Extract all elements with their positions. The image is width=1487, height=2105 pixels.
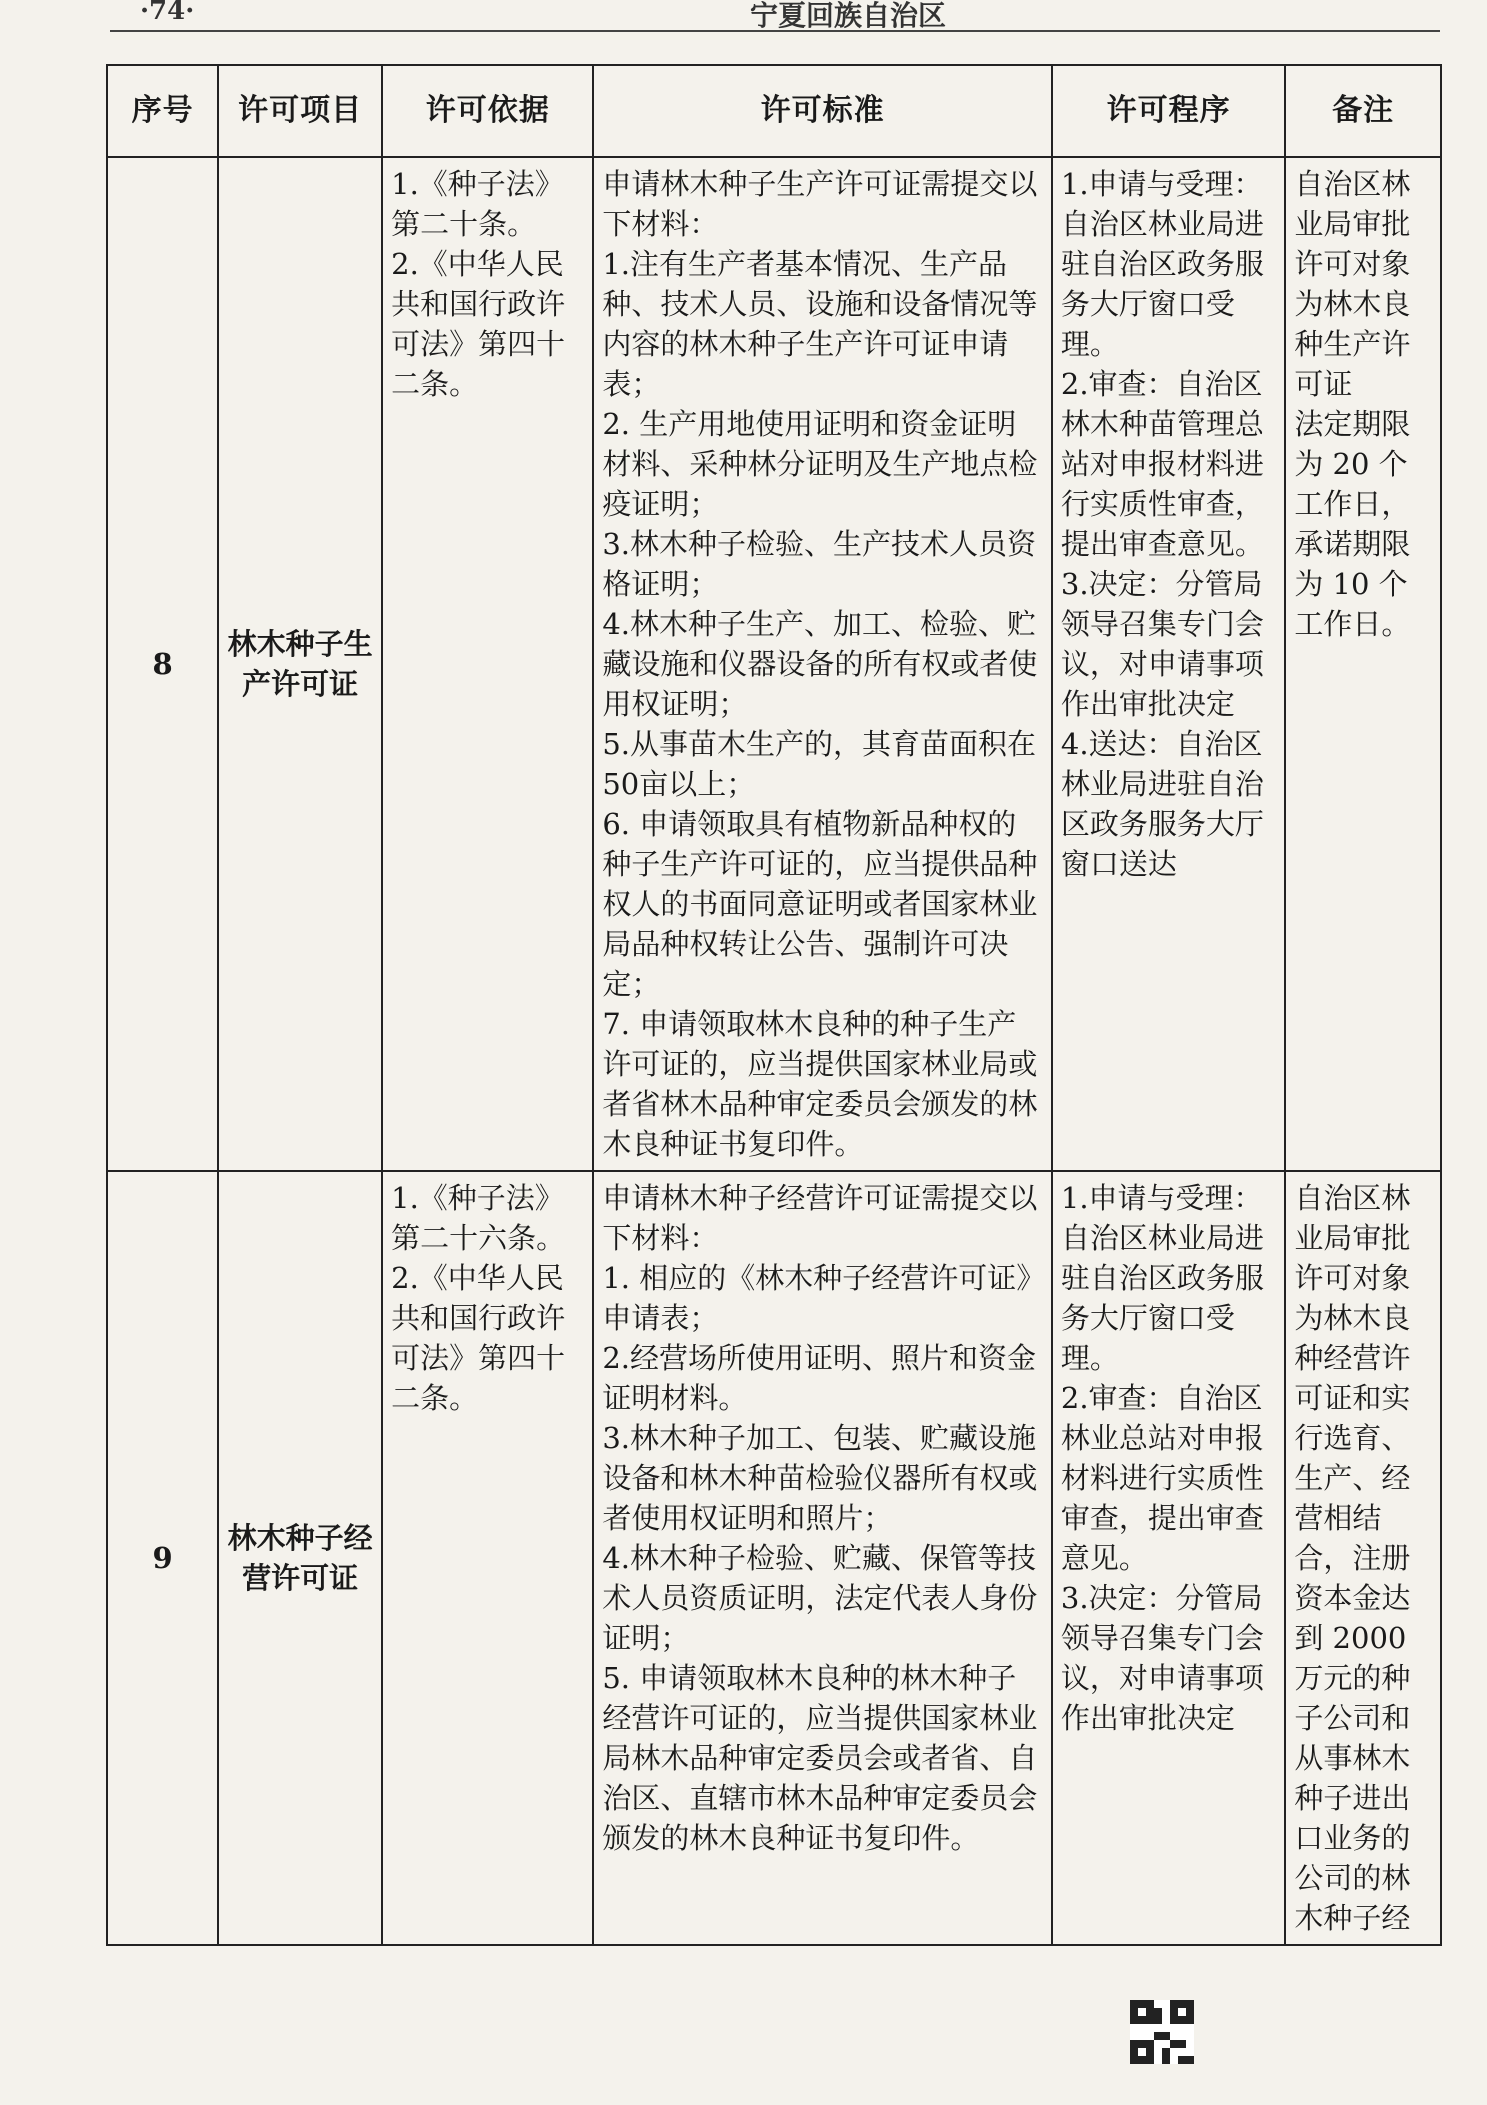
- permit-remarks: [1285, 157, 1441, 1171]
- standard-line: 1.注有生产者基本情况、生产品种、技术人员、设施和设备情况等内容的林木种子生产许可证申请表；: [602, 247, 1038, 401]
- standard-line: 3.林木种子加工、包装、贮藏设施设备和林木种苗检验仪器所有权或者使用权证明和照片；: [602, 1421, 1038, 1535]
- remarks-line: 自治区林业局审批许可对象为林木良种经营许可证和实行选育、生产、经营相结合，注册资本金达到 2000 万元的种子公司和从事林木种子进出口业务的公司的林木种子经: [1294, 1181, 1411, 1935]
- permit-basis: [382, 1171, 593, 1945]
- table-row: [107, 157, 1441, 1171]
- table-header-row: [107, 65, 1441, 157]
- standard-line: 4.林木种子生产、加工、检验、贮藏设施和仪器设备的所有权或者使用权证明；: [602, 607, 1038, 721]
- header-basis: 许可依据: [382, 65, 593, 157]
- permit-item: 林木种子生产许可证: [218, 157, 382, 1171]
- basis-line: 1.《种子法》第二十六条。: [391, 1181, 566, 1255]
- page-header: [110, 0, 1440, 32]
- permit-table: [106, 64, 1442, 1946]
- table-row: [107, 1171, 1441, 1945]
- row-number: 8: [107, 157, 218, 1171]
- permit-procedure: [1052, 157, 1285, 1171]
- standard-line: 申请林木种子生产许可证需提交以下材料：: [602, 167, 1038, 241]
- permit-remarks: [1285, 1171, 1441, 1945]
- header-no: 序号: [107, 65, 218, 157]
- basis-line: 2.《中华人民共和国行政许可法》第四十二条。: [391, 247, 566, 401]
- procedure-line: 2.审查：自治区林业总站对申报材料进行实质性审查，提出审查意见。: [1060, 1381, 1264, 1575]
- standard-line: 7. 申请领取林木良种的种子生产许可证的，应当提供国家林业局或者省林木品种审定委员会颁发的林木良种证书复印件。: [602, 1007, 1038, 1161]
- standard-line: 1. 相应的《林木种子经营许可证》申请表；: [602, 1261, 1031, 1335]
- standard-line: 2.经营场所使用证明、照片和资金证明材料。: [602, 1341, 1036, 1415]
- permit-standard: [593, 1171, 1052, 1945]
- standard-line: 3.林木种子检验、生产技术人员资格证明；: [602, 527, 1036, 601]
- running-title: 宁夏回族自治区: [750, 0, 947, 32]
- basis-line: 1.《种子法》第二十条。: [391, 167, 564, 241]
- standard-line: 申请林木种子经营许可证需提交以下材料：: [602, 1181, 1038, 1255]
- header-remarks: 备注: [1285, 65, 1441, 157]
- procedure-line: 3.决定：分管局领导召集专门会议，对申请事项作出审批决定: [1060, 1581, 1264, 1735]
- standard-line: 2. 生产用地使用证明和资金证明材料、采种林分证明及生产地点检疫证明；: [602, 407, 1038, 521]
- remarks-line: 法定期限为 20 个工作日，承诺期限为 10 个工作日。: [1294, 407, 1411, 641]
- basis-line: 2.《中华人民共和国行政许可法》第四十二条。: [391, 1261, 566, 1415]
- standard-line: 5.从事苗木生产的，其育苗面积在50亩以上；: [602, 727, 1036, 801]
- standard-line: 5. 申请领取林木良种的林木种子经营许可证的，应当提供国家林业局林木品种审定委员会或者省、自治区、直辖市林木品种审定委员会颁发的林木良种证书复印件。: [602, 1661, 1038, 1855]
- header-procedure: 许可程序: [1052, 65, 1285, 157]
- permit-basis: [382, 157, 593, 1171]
- header-standard: 许可标准: [593, 65, 1052, 157]
- procedure-line: 4.送达：自治区林业局进驻自治区政务服务大厅窗口送达: [1060, 727, 1264, 881]
- permit-item: 林木种子经营许可证: [218, 1171, 382, 1945]
- permit-standard: [593, 157, 1052, 1171]
- page-number: ·74·: [140, 0, 195, 26]
- procedure-line: 3.决定：分管局领导召集专门会议，对申请事项作出审批决定: [1060, 567, 1264, 721]
- permit-procedure: [1052, 1171, 1285, 1945]
- standard-line: 4.林木种子检验、贮藏、保管等技术人员资质证明，法定代表人身份证明；: [602, 1541, 1038, 1655]
- procedure-line: 1.申请与受理：自治区林业局进驻自治区政务服务大厅窗口受理。: [1060, 167, 1264, 361]
- standard-line: 6. 申请领取具有植物新品种权的种子生产许可证的，应当提供品种权人的书面同意证明或者国家林业局品种权转让公告、强制许可决定；: [602, 807, 1038, 1001]
- row-number: 9: [107, 1171, 218, 1945]
- procedure-line: 1.申请与受理：自治区林业局进驻自治区政务服务大厅窗口受理。: [1060, 1181, 1264, 1375]
- header-item: 许可项目: [218, 65, 382, 157]
- remarks-line: 自治区林业局审批许可对象为林木良种生产许可证: [1294, 167, 1411, 401]
- procedure-line: 2.审查：自治区林木种苗管理总站对申报材料进行实质性审查，提出审查意见。: [1060, 367, 1264, 561]
- qr-code-icon: [1130, 2000, 1194, 2064]
